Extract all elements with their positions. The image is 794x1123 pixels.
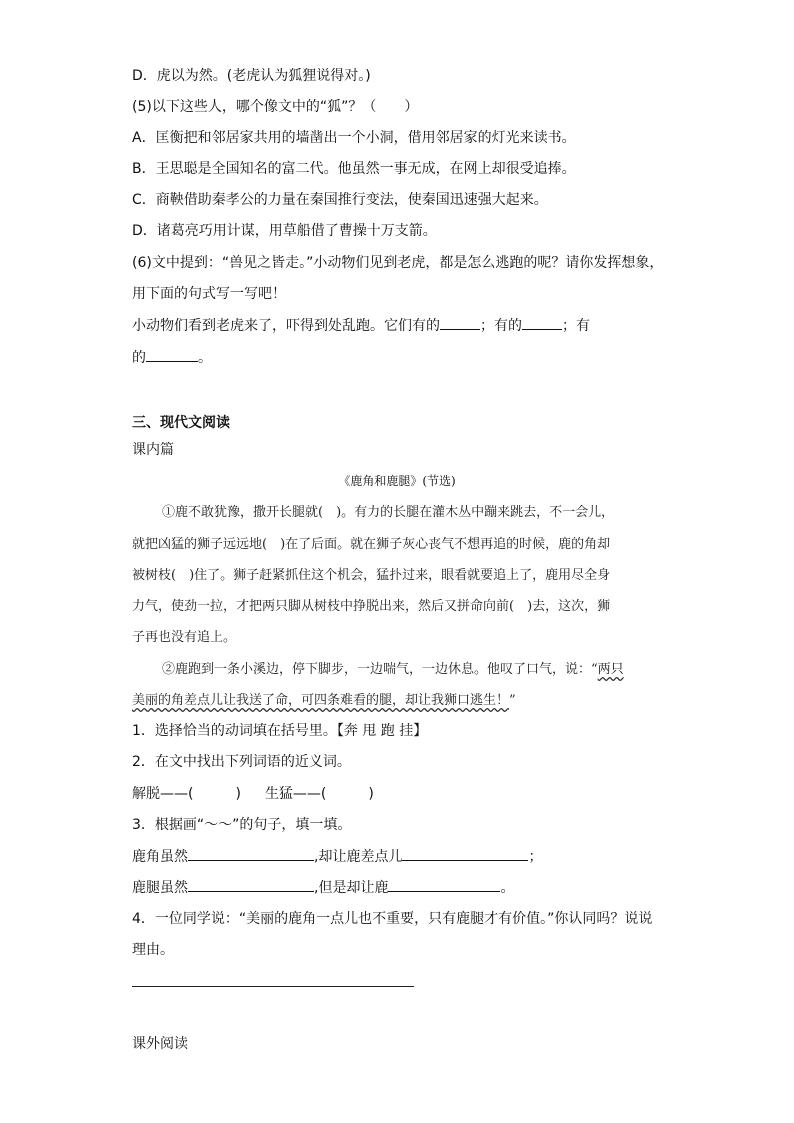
sentence-text: 小动物们看到老虎来了，吓得到处乱跑。它们有的 [132, 318, 440, 334]
option-c: C．商鞅借助秦孝公的力量在秦国推行变法，使秦国迅速强大起来。 [132, 192, 548, 208]
sentence-text: 。 [198, 350, 212, 366]
question-3: 3．根据画“～～”的句子，填一填。 [132, 817, 352, 833]
sentence-text: ；有的 [480, 318, 522, 334]
section-subheading: 课内篇 [132, 442, 174, 458]
sentence-text: 的 [132, 350, 146, 366]
fill-text: ,但是却让鹿 [314, 880, 389, 896]
question-1: 1．选择恰当的动词填在括号里。【奔 甩 跑 挂】 [132, 723, 428, 739]
fill-text: ； [528, 849, 543, 865]
question-4-cont: 理由。 [132, 942, 174, 958]
passage-line: 被树枝( )住了。狮子赶紧抓住这个机会，猛扑过来，眼看就要追上了，鹿用尽全身 [132, 568, 611, 583]
question-4: 4．一位同学说：“美丽的鹿角一点儿也不重要，只有鹿腿才有价值。”你认同吗？说说 [132, 911, 653, 927]
fill-text: 。 [500, 880, 515, 896]
synonym-a: 解脱——( ) [132, 786, 241, 802]
sentence-text: ；有 [562, 318, 590, 334]
passage-line: 就把凶猛的狮子远远地( )在了后面。就在狮子灰心丧气不想再追的时候，鹿的角却 [132, 537, 611, 552]
question-6-sentence [132, 315, 590, 336]
passage-title: 《鹿角和鹿腿》(节选) [338, 474, 456, 488]
fill-text: 鹿角虽然 [132, 849, 188, 865]
question-3-line-1 [132, 846, 542, 867]
answer-blank[interactable] [402, 846, 528, 861]
question-2-answers [132, 784, 374, 804]
question-6-cont: 用下面的句式写一写吧！ [132, 286, 286, 302]
fill-text: ,却让鹿差点儿 [314, 849, 403, 865]
question-6: (6)文中提到：“兽见之皆走。”小动物们见到老虎，都是怎么逃跑的呢？请你发挥想象， [132, 255, 664, 271]
passage-line [162, 660, 624, 680]
passage-text: ②鹿跑到一条小溪边，停下脚步，一边喘气，一边休息。他叹了口气，说：“ [162, 662, 598, 677]
option-a: A．匡衡把和邻居家共用的墙凿出一个小洞，借用邻居家的灯光来读书。 [132, 130, 576, 146]
section-heading: 三、现代文阅读 [132, 415, 230, 431]
wavy-underlined-text: 美丽的角差点儿让我送了命，可四条难看的腿，却让我狮口逃生！ [132, 693, 510, 708]
answer-blank[interactable] [146, 347, 198, 362]
passage-line: ①鹿不敢犹豫，撒开长腿就( )。有力的长腿在灌木丛中蹦来跳去，不一会儿， [162, 505, 615, 520]
question-2: 2．在文中找出下列词语的近义词。 [132, 754, 351, 770]
passage-line [132, 691, 516, 711]
answer-blank[interactable] [188, 877, 314, 892]
question-5: (5)以下这些人，哪个像文中的“狐”？（ ） [132, 99, 419, 115]
option-d-2: D．诸葛亮巧用计谋，用草船借了曹操十万支箭。 [132, 223, 437, 239]
passage-text: ” [509, 693, 516, 708]
passage-line: 子再也没有追上。 [132, 630, 237, 645]
fill-text: 鹿腿虽然 [132, 880, 188, 896]
answer-blank[interactable] [522, 315, 562, 330]
extra-reading-heading: 课外阅读 [132, 1036, 188, 1052]
passage-line: 力气，使劲一拉，才把两只脚从树枝中挣脱出来，然后又拼命向前( )去，这次，狮 [132, 599, 611, 614]
question-6-sentence-end [132, 347, 212, 368]
answer-blank[interactable] [188, 846, 314, 861]
answer-blank[interactable] [440, 315, 480, 330]
answer-line[interactable] [132, 986, 414, 987]
wavy-underlined-text: 两只 [597, 662, 624, 677]
option-d: D．虎以为然。(老虎认为狐狸说得对。) [132, 68, 371, 84]
question-3-line-2 [132, 877, 514, 898]
option-b: B．王思聪是全国知名的富二代。他虽然一事无成，在网上却很受追捧。 [132, 161, 576, 177]
answer-blank[interactable] [388, 877, 500, 892]
synonym-b: 生猛——( ) [264, 786, 374, 802]
